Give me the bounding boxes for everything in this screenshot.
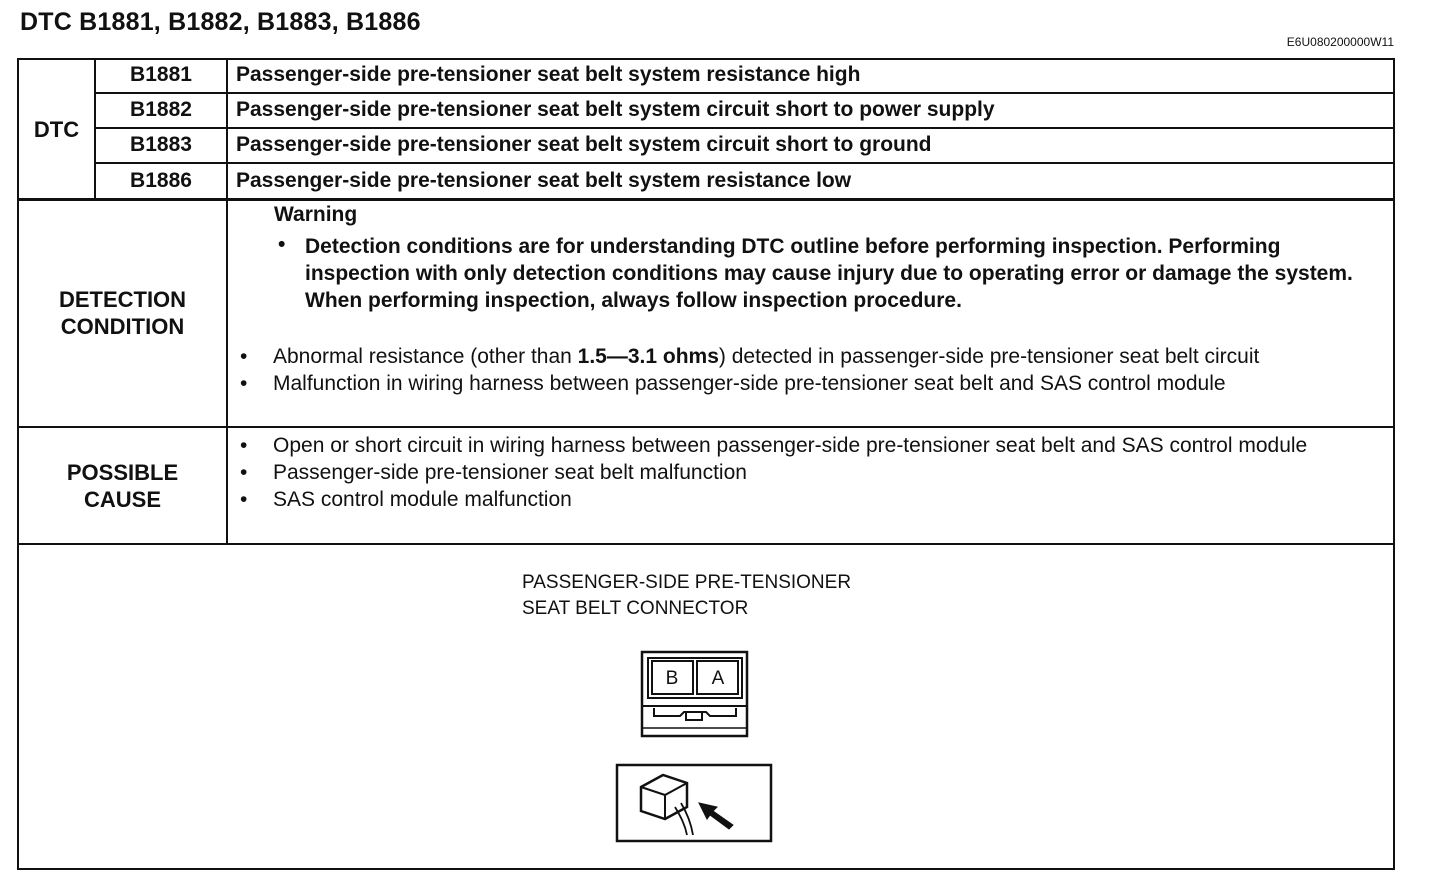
bullet-dot: • bbox=[240, 434, 248, 457]
warning-text: Detection conditions are for understanding DTC outline before performing inspection. Performing inspection with only detection conditions may cause injury due to operating error or damage the system. When performing inspection, always follow inspection procedure. bbox=[305, 235, 1353, 312]
dtc-description: Passenger-side pre-tensioner seat belt system resistance high bbox=[236, 63, 861, 86]
page-title: DTC B1881, B1882, B1883, B1886 bbox=[20, 8, 421, 36]
detection-condition-label bbox=[19, 286, 226, 340]
pin-label-a: A bbox=[711, 668, 725, 689]
dtc-code: B1881 bbox=[130, 63, 192, 86]
section-divider bbox=[17, 198, 1393, 201]
cause-label-line2: CAUSE bbox=[83, 487, 161, 512]
detection-item-text: Malfunction in wiring harness between passenger-side pre-tensioner seat belt and SAS control module bbox=[273, 372, 1226, 395]
detection-item-text-post: ) detected in passenger-side pre-tensioner seat belt circuit bbox=[718, 345, 1260, 368]
possible-cause-label bbox=[19, 459, 226, 513]
document-id: E6U080200000W11 bbox=[1286, 35, 1394, 49]
cause-item-text: Passenger-side pre-tensioner seat belt malfunction bbox=[273, 461, 747, 484]
section-divider bbox=[17, 543, 1393, 545]
row-divider bbox=[95, 162, 1393, 164]
column-divider bbox=[226, 58, 228, 545]
cause-bullet-list bbox=[240, 432, 1390, 513]
dtc-description: Passenger-side pre-tensioner seat belt system circuit short to power supply bbox=[236, 98, 995, 121]
cause-label-line1: POSSIBLE bbox=[66, 460, 179, 485]
list-item bbox=[240, 432, 1390, 459]
row-divider bbox=[95, 92, 1393, 94]
connector-face-diagram bbox=[640, 650, 750, 740]
dtc-code: B1883 bbox=[130, 133, 192, 156]
connector-title-line2: SEAT BELT CONNECTOR bbox=[522, 598, 749, 619]
bullet-dot: • bbox=[240, 345, 248, 368]
warning-title: Warning bbox=[274, 203, 358, 226]
pin-label-b: B bbox=[665, 668, 679, 689]
detection-label-line2: CONDITION bbox=[60, 314, 185, 339]
dtc-code: B1882 bbox=[130, 98, 192, 121]
warning-bullet: • bbox=[278, 233, 286, 256]
connector-view-direction-icon bbox=[615, 763, 775, 845]
connector-lock-tab bbox=[686, 712, 702, 720]
bullet-dot: • bbox=[240, 461, 248, 484]
list-item bbox=[240, 486, 1390, 513]
bullet-dot: • bbox=[240, 372, 248, 395]
detection-item-text-pre: Abnormal resistance (other than bbox=[273, 345, 578, 368]
dtc-label: DTC bbox=[33, 117, 80, 142]
cause-item-text: SAS control module malfunction bbox=[273, 488, 572, 511]
row-divider bbox=[95, 127, 1393, 129]
dtc-code: B1886 bbox=[130, 169, 192, 192]
connector-title-line1: PASSENGER-SIDE PRE-TENSIONER bbox=[522, 572, 852, 593]
section-divider bbox=[17, 426, 1393, 428]
detection-label-line1: DETECTION bbox=[58, 287, 187, 312]
bullet-dot: • bbox=[240, 488, 248, 511]
list-item bbox=[240, 343, 1390, 370]
list-item bbox=[240, 459, 1390, 486]
resistance-range: 1.5—3.1 ohms bbox=[577, 345, 719, 368]
detection-bullet-list bbox=[240, 343, 1390, 397]
cause-item-text: Open or short circuit in wiring harness between passenger-side pre-tensioner seat belt and SAS control module bbox=[273, 434, 1308, 457]
connector-title bbox=[522, 570, 851, 622]
dtc-description: Passenger-side pre-tensioner seat belt system resistance low bbox=[236, 169, 852, 192]
list-item bbox=[240, 370, 1390, 397]
dtc-description: Passenger-side pre-tensioner seat belt system circuit short to ground bbox=[236, 133, 932, 156]
